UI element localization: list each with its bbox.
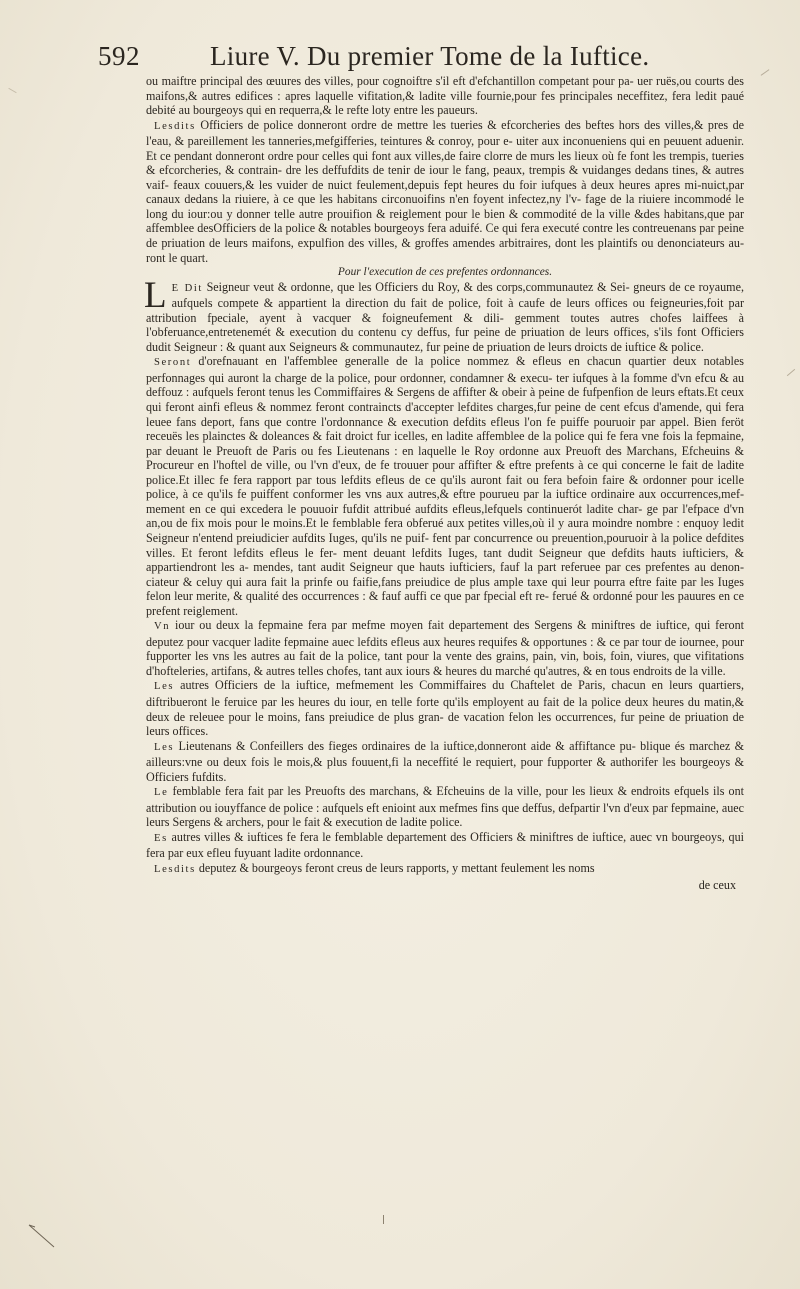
page-number: 592	[98, 41, 140, 71]
paragraph-lead: Lesdits	[154, 863, 196, 875]
paragraph-lead: Lesdits	[154, 120, 196, 132]
paragraph-text: ou maiftre principal des œuures des villes, pour cognoiftre s'il eft d'efchantillon competant pour pa- uer ruës,ou courts des maifons,& autres edifices : apres laquelle vifitation,& ladite ville fournie,pour fes principales neceffitez, fera ledit paué debité au bourgeoys qui en requerra,& le refte loty entre les paueurs.	[146, 74, 744, 118]
running-head	[98, 38, 738, 74]
paragraph	[146, 678, 744, 738]
paragraph-text: femblable fera fait par les Preuofts des marchans, & Efcheuins de la ville, pour les lieux & endroits efquels ils ont attribution ou iouyffance de police : aufquels eft enioint aux mefmes fins que deffus, defpartir l'vn d'eux par fepmaine, auec leurs Sergens & archers, pour le fait & execution de ladite police.	[146, 784, 744, 830]
paragraph	[146, 118, 744, 265]
catchword-line	[146, 878, 744, 893]
paragraph	[146, 354, 744, 618]
paragraph	[146, 784, 744, 830]
paragraph-lead: Es	[154, 832, 168, 844]
section-heading: Pour l'execution de ces prefentes ordonnances.	[337, 266, 553, 279]
paragraph-lead: Le	[154, 787, 169, 799]
page-blemish-mark	[787, 369, 795, 376]
paragraph	[146, 861, 744, 878]
paragraph-lead: Les	[154, 741, 175, 753]
paragraph	[146, 74, 744, 118]
paragraph	[144, 274, 744, 355]
paragraph-lead: Vn	[154, 621, 171, 633]
paragraph-text: deputez & bourgeoys feront creus de leurs rapports, y mettant feulement les noms	[195, 860, 595, 875]
page-blemish-mark	[8, 88, 16, 93]
paragraph-lead: Seront	[154, 357, 192, 369]
page-blemish-mark	[383, 1215, 384, 1224]
corner-pencil-mark	[26, 1222, 60, 1252]
paragraph-text: autres villes & iuftices fe fera le femblable departement des Officiers & miniftres de iuftice, auec vn bourgeoys, qui fera par eux efleu fuyuant ladite ordonnance.	[146, 829, 744, 861]
paragraph-text: d'orefnauant en l'affemblee generalle de la police nommez & efleus en chacun quartier deux notables perfonnages qui auront la charge de la police, pour ordonner, condamner & execu- ter iufques à la fomme d'vn efcu & au deffouz : aufquels feront tenus les Commiffaires & Sergens de affifter & obeir à peine de fufpenfion de leurs eftats.Et ceux qui feront ainfi efleus & nommez feront contraincts d'accepter lefdites charges,fur peine de cent efcus d'amende, qui fera leuee fans deport, fans que contre l'ordonnance & execution defdits efleus l'on fe puiffe pouruoir par appel. Bien feröt receuës les plainctes & doleances & fait droict fur icelles, en ladite affemblee de la police qui fe fera vne fois la fepmaine, par deuant le Preuoft de Paris ou fes Lieutenans : en laquelle le Roy ordonne aux Preuoft des Marchans, Efcheuins & Procureur en l'hoftel de ville, ou l'vn d'eux, de fe trouuer pour affifter & eftre prefents à ce qui concerne le fait de ladite police.Et illec fe fera rapport par tous lefdits efleus de ce qu'ils auront fait ou fera befoin faire & ordonner pour icelle police, à ce qu'ils fe puiffent conformer les vns aux autres,& eftre pourueu par la iuftice ordinaire aux occurrences,mef- mement en ce qui excedera le pouuoir fufdit attribué aufdits efleus,lefquels continuerót ladite char- ge par l'efpace d'vn an,ou de fix mois pour le moins.Et le femblable fera obferué aux petites villes,où il y aura moindre nombre : enquoy ledit Seigneur n'entend preiudicier aufdits Iuges, qu'ils ne puif- fent par concurrence ou preuention,pouruoir à la police defdites villes. Et feront lefdits efleus le fer- ment deuant lefdits Iuges, tant dudit Seigneur que defdits hauts iufticiers, & appartiendront les a- mendes, tant audit Seigneur que hauts iufticiers, fauf la part referuee par ces prefentes au denon- ciateur & celuy qui aura fait la prinfe ou faifie,fans preiudice de plus ample taxe qui leur pourra eftre faite par les Iuges felon leur merite, & qualité des occurrences : & fauf auffi ce que par fpecial eft re- ferué & ordonné pour les pauures en ce prefent reiglement.	[146, 354, 744, 618]
paragraph-lead: Les	[154, 681, 175, 693]
paragraph	[146, 618, 744, 678]
page-blemish-mark	[761, 69, 770, 76]
paragraph	[146, 830, 744, 861]
paragraph-text: autres Officiers de la iuftice, mefmement les Commiffaires du Chaftelet de Paris, chacun en leurs quartiers, diftribueront le feruice par les heures du iour, en telle forte qu'ils employent au fait de la police deux heures du matin,& deux de releuee pour le moins, fans preiudice de plus gran- de vacation felon les occurrences, fur peine de priuation de leurs offices.	[146, 678, 744, 739]
paragraph	[146, 739, 744, 785]
running-title: Liure V. Du premier Tome de la Iuftice.	[210, 41, 650, 71]
paragraph-text: Seigneur veut & ordonne, que les Officiers du Roy, & des corps,communautez & Sei- gneurs de ce royaume, aufquels compete & appartient la direction du fait de police, foit à caufe de leurs offices ou feigneuries,foit par attribution fpeciale, ayent à vacquer & foigneufement & dili- gemment toutes autres chofes laiffees à l'obferuance,entretenemét & execution du contenu cy deffus, fur peine de priuation de leurs offices, s'ils font Officiers dudit Seigneur : & quant aux Seigneurs & communautez, fur peine de priuation de leurs droicts de iuftice & police.	[146, 279, 744, 354]
text-block	[146, 74, 744, 892]
paragraph-text: iour ou deux la fepmaine fera par mefme moyen fait departement des Sergens & miniftres de iuftice, qui feront deputez pour vacquer ladite fepmaine auec lefdits efleus aux heures requifes & opportunes : & ce par tour de iournee, pour fupporter les vns les autres au fait de la police, tant pour la vente des grains, pain, vin, bois, foin, viures, que vifitations d'hofteleries, artifans, & autres telles chofes, tant aux iours & heures du marché qu'autres, & en tous endroits de la ville.	[146, 618, 744, 678]
paragraph-text: Lieutenans & Confeillers des fieges ordinaires de la iuftice,donneront aide & affiftance pu- blique és marchez & ailleurs:vne ou deux fois le mois,& plus fouuent,fi la neceffité le requiert, pour fupporter & authorifer les bourgeoys & Officiers fufdits.	[146, 738, 744, 784]
paragraph-text: Officiers de police donneront ordre de mettre les tueries & efcorcheries des beftes hors des villes,& pres de l'eau, & pareillement les tanneries,mefgifferies, teintures & conroy, pour e- uiter aux inconueniens qui en peuuent aduenir. Et ce pendant donneront ordre pour celles qui font aux villes,de faire clorre de murs les lieux où fe font les trempis, tueries & efcorcheries, & contrain- dre les deffufdits de tenir de iour le fang, peaux, trempis & vuidanges dedans tines, & autres vaif- feaux couuers,& les vuider de nuict feulement,depuis fept heures du foir iufques à deux heures apres mi-nuict,par canaux dedans la riuiere, à ce que les habitans circonuoifins n'en foyent infectez,ny l'v- fage de la riuiere incommodé le long du iour:ou y donner telle autre prouifion & reiglement pour le bien & commodité de la ville &des habitans,que par affemblee desOfficiers de la police & notables bourgeoys fera aduifé. Ce qui fera executé contre les contreuenans par peine de priuation de leurs maifons, expulfion des villes, & groffes amendes arbitraires, dont les plaintifs ou denonciateurs au- ront le quart.	[146, 117, 744, 265]
catchword: de ceux	[698, 877, 736, 892]
drop-cap: L	[144, 274, 167, 316]
paragraph-lead: E Dit	[171, 282, 203, 294]
